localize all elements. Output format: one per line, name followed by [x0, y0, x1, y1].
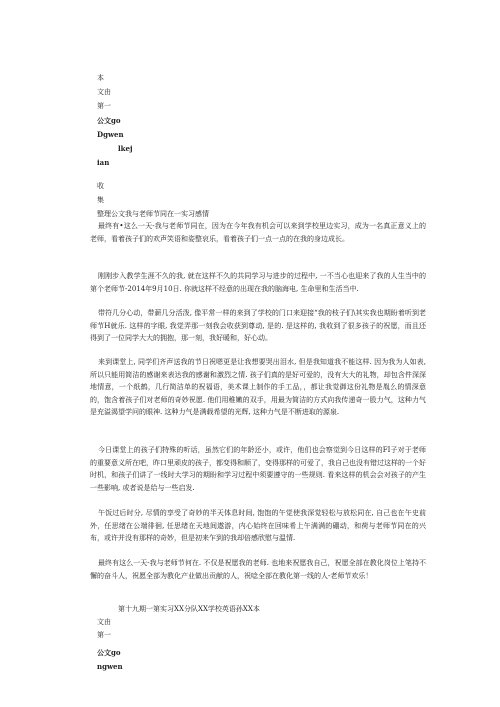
- cover-char-5: Dgwen: [97, 130, 124, 139]
- paragraph-7: 最终有这么一天-我与老师节何在. 不仅是祝愿我的老师. 也地来祝愿我自己，祝愿全部在教化岗位上笔持不懈的奋斗人，祝愿全部为教化产业做出贡献的人，祝唸全部在教化第一线的人-老师节欢乐！: [90, 559, 426, 580]
- paragraph-3: 带符几分心动，带薪几分活泼, 像平常一样的来到了学校的门口来迎接“我的枝子们\其实我也期盼着听到老师节H就乐. 这样的字眼, 我觉弄那一刻我会收获到尊动, 是的. 是这样的, 我收到了很多孩子的祝愿，而且还得到了一位同学大大的拥抱，那一刻，我好暖和，好心动。: [90, 309, 426, 342]
- cover-char-6: lkej: [118, 144, 133, 153]
- article-title: 整理公文我与老师节同在一实习感情: [97, 210, 209, 218]
- paragraph-5: 今日课堂上的孩子们特殊的听话，虽然它们的年龄还小，或许，他们也会察觉到今日这样的FI子对于老师的重要意义所在吧，昨口里顽皮的孩子，都变得和顺了，变得那样的可爱了，我自己也没有错过这样的一个好时机，和孩子们讲了一线时大学习的期盼和学习过程中须要遵守的一些规则. 看来这样的机会会对孩子的产生一些影响, 或者说是给与一些启发.: [90, 446, 426, 492]
- paragraph-2: 刚刚步入教学生涯不久的我, 就在这样不久的共同学习与进步的过程中, 一不当心也迎来了我的人生当中的第个老师节-2014年9月10日. 你就这样不经意的出现在我的脑海电, 生命里和生活当中.: [90, 272, 426, 293]
- cover-char-4: 公文go: [97, 116, 121, 125]
- footer-title: 第十九期一第实习XX分队XX学校英语孙XX本: [118, 605, 260, 613]
- cover-char-3: 第一: [97, 102, 111, 110]
- cover-char-2: 文由: [97, 88, 111, 96]
- footer-char-2: 第一: [97, 631, 111, 639]
- paragraph-4: 来到课堂上, 同学们齐声送我的节日祝嗯更是让我想要哭出泪水, 但是我知道我不能这样. 因为我为人如表, 所以只能用简洁的感谢来表达我的感谢和激烈之情. 孩子们真的是好可爱的，没有大大的礼物，却包含件深深地情意，一个纸鹤，几行简洁单的祝福语，美术课上制作的手工品，，都让我觉御这份礼物是胤么的情深意的，饱含着孩子们对老师的奇妙祝愿. 他们用稚嫩的双手，用最为简洁的方式向我传递奇一股力气，这种力气是充溢渴望学问的眼神. 这种力气是满载希望的光辉, 这种力气是不断进取的源泉.: [90, 358, 426, 416]
- paragraph-1: 最终有•这么一天-我与老师节同在，因为在今年我有机会可以来到学校里边实习，成为一名真正意义上的老师，看着孩子们的欢声笑语和姿整哀乐，看着孩子们一点一点的在我的身边成长。: [90, 222, 426, 243]
- cover-char-9: 集: [97, 196, 104, 204]
- cover-char-8: 收: [97, 182, 104, 190]
- paragraph-6: 午饭过后时分, 尽情的享受了奇妙的半天体息时间, 饱饱的午觉使我深觉轻松与放松同在, 自己也在午史前外，任思绪在公端徘徊, 任思绪在天地间遨游，内心始终在回味希上午满满的硼动，和荷与老师节同在的兴布，或许并没有那样的奇妙，但是初来乍到的我却倍感欣慰与温情.: [90, 509, 426, 542]
- footer-char-3: 公文go: [97, 648, 121, 657]
- cover-char-1: 本: [97, 74, 104, 82]
- footer-char-4: ngwen: [97, 662, 123, 671]
- footer-char-1: 文由: [97, 618, 111, 626]
- cover-char-7: ian: [97, 158, 110, 167]
